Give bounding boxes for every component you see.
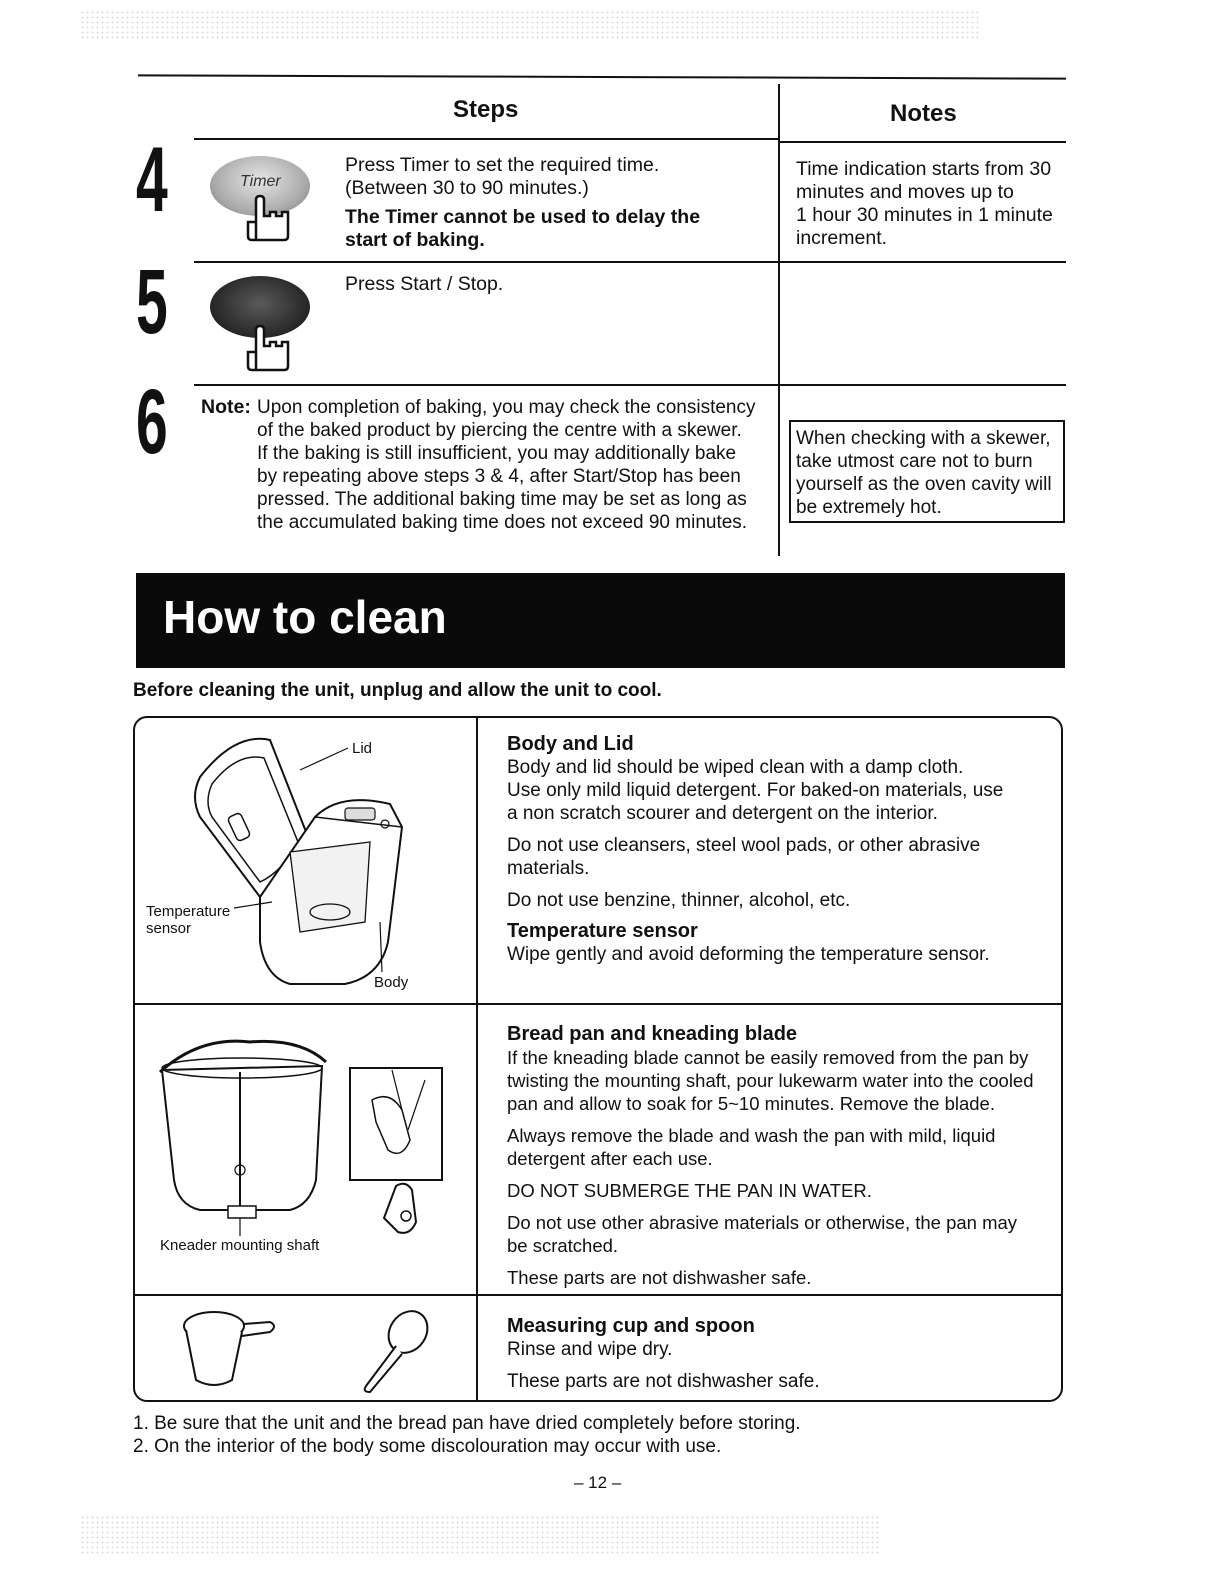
bread-pan-p2: detergent after each use. [507,1148,713,1169]
step4-note-line: increment. [796,227,888,249]
warning-line: When checking with a skewer, [796,428,1051,449]
kneader-shaft-label: Kneader mounting shaft [160,1237,320,1254]
clean-intro: Before cleaning the unit, unplug and allow the unit to cool. [133,680,662,701]
step-number-4: 4 [136,129,167,231]
step6-line: the accumulated baking time does not exceed 90 minutes. [257,512,748,533]
lid-label: Lid [352,740,373,757]
measuring-cup-spoon-illustration [170,1302,450,1398]
how-to-clean-banner [136,573,1065,668]
step6-line: by repeating above steps 3 & 4, after Start/Stop has been [257,466,741,487]
footer-notes [133,1412,801,1458]
body-lid-title: Body and Lid [507,733,634,755]
step5-bottom-rule [194,384,1066,386]
body-lid-p3: Do not use benzine, thinner, alcohol, etc. [507,890,851,911]
table-top-rule [138,74,1066,79]
notes-header: Notes [890,100,957,127]
step4-instructions [345,154,765,252]
step4-line2: (Between 30 to 90 minutes.) [345,177,589,199]
scan-noise-top [80,10,980,40]
step6-line: If the baking is still insufficient, you may additionally bake [257,443,737,464]
bread-pan-title: Bread pan and kneading blade [507,1023,798,1045]
warning-line: yourself as the oven cavity will [796,474,1052,495]
footer-note: 1. Be sure that the unit and the bread pan have dried completely before storing. [133,1413,801,1434]
cleaning-column-divider [476,717,478,1401]
table-column-divider [778,84,780,556]
header-rule-steps [194,138,778,140]
temperature-label-line1: Temperature [146,903,231,920]
body-label: Body [374,974,409,991]
cleaning-row-rule-1 [134,1003,1062,1005]
step6-line: Upon completion of baking, you may check the consistency [257,397,756,418]
temperature-sensor-text: Wipe gently and avoid deforming the temperature sensor. [507,944,990,965]
finger-press-icon [238,324,298,374]
timer-button-label: Timer [240,173,281,190]
step4-note-line: minutes and moves up to [796,181,1014,203]
bread-pan-p1: If the kneading blade cannot be easily removed from the pan by [507,1047,1029,1068]
body-lid-section [507,733,1057,966]
body-lid-p2: materials. [507,858,590,879]
warning-line: be extremely hot. [796,497,942,518]
measuring-p2: These parts are not dishwasher safe. [507,1371,820,1392]
cleaning-row-rule-2 [134,1294,1062,1296]
bread-pan-p2: Always remove the blade and wash the pan with mild, liquid [507,1125,996,1146]
bread-pan-p5: These parts are not dishwasher safe. [507,1267,812,1288]
warning-line: take utmost care not to burn [796,451,1033,472]
temperature-sensor-title: Temperature sensor [507,920,698,942]
step-number-6: 6 [136,371,167,473]
step4-bold2: start of baking. [345,229,485,251]
bread-pan-p4: Do not use other abrasive materials or otherwise, the pan may [507,1212,1018,1233]
measuring-title: Measuring cup and spoon [507,1315,755,1337]
page-number: – 12 – [574,1473,622,1492]
body-lid-p1: Body and lid should be wiped clean with a damp cloth. [507,757,964,778]
body-lid-p2: Do not use cleansers, steel wool pads, or other abrasive [507,835,981,856]
step4-bold1: The Timer cannot be used to delay the [345,206,701,228]
measuring-section [507,1315,1057,1393]
temperature-label-line2: sensor [146,920,192,937]
step-number-5: 5 [136,251,167,353]
step4-bottom-rule [194,261,1066,263]
step6-note-text [257,396,777,534]
footer-note: 2. On the interior of the body some discolouration may occur with use. [133,1436,722,1457]
step4-note [796,158,1066,250]
step4-note-line: 1 hour 30 minutes in 1 minute [796,204,1053,226]
steps-header: Steps [453,96,519,123]
step4-line1: Press Timer to set the required time. [345,154,660,176]
bread-pan-p1: twisting the mounting shaft, pour lukewarm water into the cooled [507,1070,1034,1091]
how-to-clean-title: How to clean [163,591,447,643]
step5-instruction: Press Start / Stop. [345,273,504,295]
bread-pan-p4: be scratched. [507,1235,619,1256]
skewer-warning-box [789,420,1065,523]
measuring-p1: Rinse and wipe dry. [507,1339,673,1360]
bread-pan-p1: pan and allow to soak for 5~10 minutes. Remove the blade. [507,1093,995,1114]
scan-noise-bottom [80,1515,880,1555]
step6-line: of the baked product by piercing the centre with a skewer. [257,420,742,441]
bread-maker-illustration [140,722,470,1002]
header-rule-notes [780,141,1066,143]
skewer-warning-text [796,427,1064,519]
bread-pan-p3: DO NOT SUBMERGE THE PAN IN WATER. [507,1180,872,1201]
temperature-sensor-label [146,903,230,937]
bread-pan-section [507,1023,1062,1289]
body-lid-p1: a non scratch scourer and detergent on the interior. [507,803,938,824]
step4-note-line: Time indication starts from 30 [796,158,1052,180]
step6-note-label: Note: [201,396,251,418]
finger-press-icon [238,192,298,244]
body-lid-p1: Use only mild liquid detergent. For baked-on materials, use [507,780,1004,801]
step6-line: pressed. The additional baking time may be set as long as [257,489,747,510]
